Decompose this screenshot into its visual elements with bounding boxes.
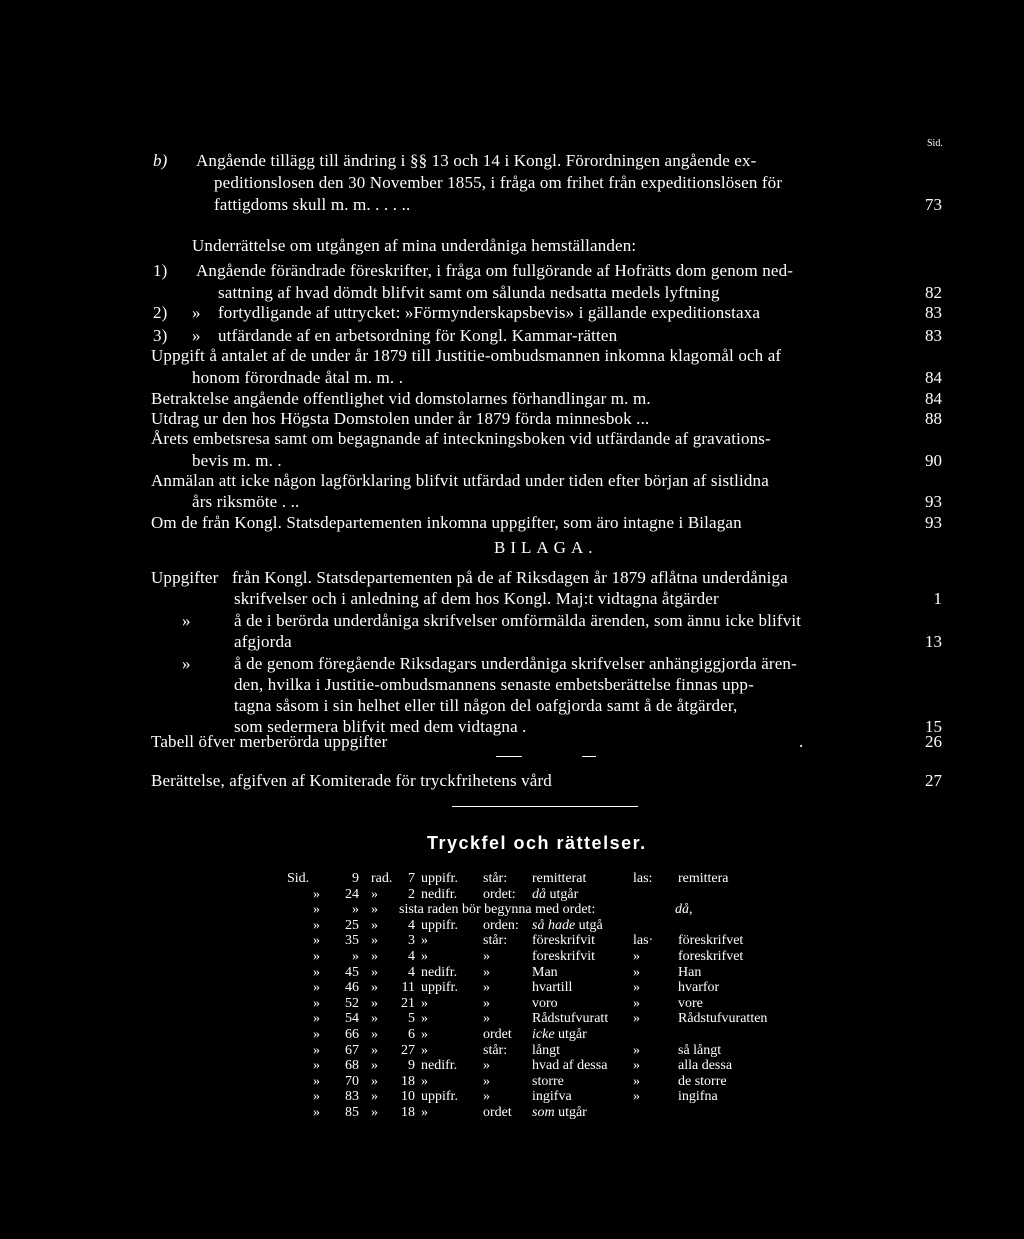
err-right: Han xyxy=(678,964,702,980)
err-page: » xyxy=(352,949,359,964)
err-right: vore xyxy=(678,995,703,1011)
entry-line: Årets embetsresa samt om begagnande af inteckningsboken vid utfärdande af gravations- xyxy=(151,429,771,448)
bilaga-line: tagna såsom i sin helhet eller till någon del oafgjorda samt å de åtgärder, xyxy=(234,696,738,715)
err-verb: ordet xyxy=(483,1027,512,1042)
err-sid: » xyxy=(313,902,320,918)
err-right: så långt xyxy=(678,1042,722,1058)
err-wrong: hvad af dessa xyxy=(532,1058,608,1074)
item-number: 3) xyxy=(153,326,168,345)
err-dir: » xyxy=(421,933,428,949)
err-rad: » xyxy=(371,1027,378,1042)
err-page: 68 xyxy=(345,1058,359,1074)
bilaga-page: 13 xyxy=(925,632,942,651)
berattelse-page: 27 xyxy=(925,771,942,790)
err-wrong: storre xyxy=(532,1073,564,1089)
entry-line: Uppgift å antalet af de under år 1879 till Justitie-ombudsmannen inkomna klagomål och af xyxy=(151,346,782,365)
err-line: 21 xyxy=(401,995,415,1011)
divider-rule xyxy=(452,806,638,807)
err-dir: uppifr. xyxy=(421,1089,458,1105)
err-line: 18 xyxy=(401,1073,415,1089)
bilaga-line: skrifvelser och i anledning af dem hos Kongl. Maj:t vidtagna åtgärder xyxy=(234,589,719,608)
bilaga-lead: » xyxy=(182,611,191,630)
err-verb: står: xyxy=(483,1042,508,1058)
err-page: » xyxy=(352,902,359,918)
sid-label: Sid. xyxy=(927,138,943,149)
entry-line: Om de från Kongl. Statsdepartementen inkomna uppgifter, som äro intagne i Bilagan xyxy=(151,513,742,532)
err-sid: » xyxy=(313,1027,320,1042)
err-verb: » xyxy=(483,1058,490,1074)
err-right: Rådstufvuratten xyxy=(678,1011,768,1027)
item-line: utfärdande af en arbetsordning för Kongl. Kammar-rätten xyxy=(218,326,618,345)
err-rad: rad. xyxy=(371,871,393,886)
entry-page: 93 xyxy=(925,513,942,532)
err-wrong: så hade utgå xyxy=(532,917,603,933)
err-right: föreskrifvet xyxy=(678,933,744,949)
bilaga-title: BILAGA. xyxy=(494,538,598,557)
err-las: las· xyxy=(633,933,654,949)
item-page: 83 xyxy=(925,326,942,345)
item-page: 83 xyxy=(925,303,942,322)
bilaga-line: å de genom föregående Riksdagars underdåniga skrifvelser anhängiggjorda ären- xyxy=(234,654,797,673)
entry-page: 90 xyxy=(925,451,942,470)
err-verb: står: xyxy=(483,871,508,886)
err-dir: sista raden bör begynna med ordet: xyxy=(399,902,596,918)
short-rule xyxy=(496,756,522,757)
entry-page: 93 xyxy=(925,492,942,511)
bilaga-line: från Kongl. Statsdepartementen på de af Riksdagen år 1879 aflåtna underdåniga xyxy=(232,568,788,587)
err-verb: » xyxy=(483,1011,490,1027)
err-right: ingifna xyxy=(678,1089,718,1105)
err-sid: » xyxy=(313,1073,320,1089)
err-sid: » xyxy=(313,949,320,964)
entry-line: Betraktelse angående offentlighet vid domstolarnes förhandlingar m. m. xyxy=(151,389,651,408)
err-wrong: icke utgår xyxy=(532,1027,587,1042)
err-wrong: då utgår xyxy=(532,886,579,902)
ditto-mark: » xyxy=(192,303,201,322)
err-wrong: föreskrifvit xyxy=(532,933,595,949)
err-sid: » xyxy=(313,1042,320,1058)
err-wrong: ingifva xyxy=(532,1089,572,1105)
err-rad: » xyxy=(371,886,378,902)
item-b-label: b) xyxy=(153,151,168,170)
err-verb: » xyxy=(483,1089,490,1105)
err-dir: uppifr. xyxy=(421,917,458,933)
err-sid: » xyxy=(313,1105,320,1120)
bilaga-lead: » xyxy=(182,654,191,673)
err-sid: » xyxy=(313,1011,320,1027)
err-rad: » xyxy=(371,1058,378,1074)
item-page: 82 xyxy=(925,283,942,302)
bilaga-lead: Uppgifter xyxy=(151,568,219,587)
entry-line: Anmälan att icke någon lagförklaring blifvit utfärdad under tiden efter början af sistlidna xyxy=(151,471,769,490)
entry-page: 84 xyxy=(925,368,942,387)
err-las: » xyxy=(633,1042,640,1058)
err-right: remittera xyxy=(678,871,729,886)
err-wrong: foreskrifvit xyxy=(532,949,595,964)
item-b-line-2: peditionslosen den 30 November 1855, i fråga om frihet från expeditionslösen för xyxy=(214,173,783,192)
err-wrong: då, xyxy=(675,902,693,918)
underrattelse-heading: Underrättelse om utgången af mina underdåniga hemställanden: xyxy=(192,236,637,255)
err-dir: nedifr. xyxy=(421,886,458,902)
err-verb: » xyxy=(483,980,490,996)
entry-page: 84 xyxy=(925,389,942,408)
err-las: » xyxy=(633,964,640,980)
err-verb: » xyxy=(483,964,490,980)
tabell-page: 26 xyxy=(925,732,942,751)
err-rad: » xyxy=(371,1073,378,1089)
err-dir: uppifr. xyxy=(421,980,458,996)
tabell-dot: . xyxy=(799,732,804,751)
err-line: 7 xyxy=(408,871,415,886)
item-number: 2) xyxy=(153,303,168,322)
err-verb: » xyxy=(483,949,490,964)
err-verb: » xyxy=(483,995,490,1011)
err-rad: » xyxy=(371,1042,378,1058)
err-page: 67 xyxy=(345,1042,359,1058)
err-las: las: xyxy=(633,871,653,886)
err-sid: » xyxy=(313,980,320,996)
ditto-mark: » xyxy=(192,326,201,345)
err-line: 18 xyxy=(401,1105,415,1120)
err-page: 45 xyxy=(345,964,359,980)
err-las: » xyxy=(633,995,640,1011)
err-dir: » xyxy=(421,1011,428,1027)
berattelse-text: Berättelse, afgifven af Komiterade för tryckfrihetens vård xyxy=(151,771,552,790)
err-las: » xyxy=(633,1089,640,1105)
entry-page: 88 xyxy=(925,409,942,428)
err-page: 70 xyxy=(345,1073,359,1089)
err-line: 4 xyxy=(408,917,415,933)
errata-title: Tryckfel och rättelser. xyxy=(427,833,647,853)
item-b-page: 73 xyxy=(925,195,942,214)
err-sid: » xyxy=(313,995,320,1011)
err-dir: nedifr. xyxy=(421,964,458,980)
err-page: 46 xyxy=(345,980,359,996)
err-rad: » xyxy=(371,933,378,949)
err-rad: » xyxy=(371,995,378,1011)
err-verb: står: xyxy=(483,933,508,949)
err-line: 9 xyxy=(408,1058,415,1074)
err-las: » xyxy=(633,949,640,964)
item-b-line-1: Angående tillägg till ändring i §§ 13 och 14 i Kongl. Förordningen angående ex- xyxy=(196,151,757,170)
err-sid: » xyxy=(313,964,320,980)
err-page: 9 xyxy=(352,871,359,886)
bilaga-line: den, hvilka i Justitie-ombudsmannens senaste embetsberättelse finnas upp- xyxy=(234,675,754,694)
err-dir: nedifr. xyxy=(421,1058,458,1074)
err-sid: » xyxy=(313,1089,320,1105)
entry-line: års riksmöte . .. xyxy=(192,492,300,511)
err-las: » xyxy=(633,980,640,996)
bilaga-page: 15 xyxy=(925,717,942,736)
err-sid: » xyxy=(313,886,320,902)
item-b-line-3: fattigdoms skull m. m. . . . .. xyxy=(214,195,411,214)
err-page: 52 xyxy=(345,995,359,1011)
err-page: 25 xyxy=(345,917,359,933)
err-dir: » xyxy=(421,1042,428,1058)
item-line: sattning af hvad dömdt blifvit samt om sålunda nedsatta medels lyftning xyxy=(218,283,720,302)
err-las: » xyxy=(633,1058,640,1074)
err-page: 24 xyxy=(345,886,359,902)
err-sid: » xyxy=(313,917,320,933)
err-verb: ordet xyxy=(483,1105,512,1120)
err-wrong: Man xyxy=(532,964,558,980)
item-line: Angående förändrade föreskrifter, i fråga om fullgörande af Hofrätts dom genom ned- xyxy=(196,261,794,280)
err-rad: » xyxy=(371,1089,378,1105)
err-line: 2 xyxy=(408,886,415,902)
err-las: » xyxy=(633,1073,640,1089)
err-verb: » xyxy=(483,1073,490,1089)
err-line: 3 xyxy=(408,933,415,949)
bilaga-line: som sedermera blifvit med dem vidtagna . xyxy=(234,717,527,736)
err-right: foreskrifvet xyxy=(678,949,744,964)
err-right: hvarfor xyxy=(678,980,720,996)
err-sid: » xyxy=(313,1058,320,1074)
err-sid: » xyxy=(313,933,320,949)
err-rad: » xyxy=(371,1011,378,1027)
err-line: 5 xyxy=(408,1011,415,1027)
err-verb: orden: xyxy=(483,917,519,933)
short-rule xyxy=(582,756,596,757)
err-page: 66 xyxy=(345,1027,359,1042)
err-dir: » xyxy=(421,949,428,964)
err-rad: » xyxy=(371,1105,378,1120)
err-rad: » xyxy=(371,980,378,996)
err-line: 27 xyxy=(401,1042,415,1058)
item-number: 1) xyxy=(153,261,168,280)
err-rad: » xyxy=(371,949,378,964)
err-rad: » xyxy=(371,902,378,918)
err-dir: » xyxy=(421,1027,428,1042)
err-page: 54 xyxy=(345,1011,359,1027)
err-wrong: hvartill xyxy=(532,980,573,996)
err-right: alla dessa xyxy=(678,1058,733,1074)
entry-line: Utdrag ur den hos Högsta Domstolen under år 1879 förda minnesbok ... xyxy=(151,409,650,428)
err-line: 4 xyxy=(408,949,415,964)
err-rad: » xyxy=(371,964,378,980)
err-verb: ordet: xyxy=(483,886,516,902)
err-page: 83 xyxy=(345,1089,359,1105)
err-dir: » xyxy=(421,1073,428,1089)
err-line: 11 xyxy=(401,980,415,996)
entry-line: honom förordnade åtal m. m. . xyxy=(192,368,404,387)
err-right: de storre xyxy=(678,1073,727,1089)
err-dir: » xyxy=(421,1105,428,1120)
tabell-text: Tabell öfver merberörda uppgifter xyxy=(151,732,388,751)
err-page: 35 xyxy=(345,933,359,949)
item-line: fortydligande af uttrycket: »Förmynderskapsbevis» i gällande expeditionstaxa xyxy=(218,303,761,322)
err-dir: » xyxy=(421,995,428,1011)
err-wrong: Rådstufvuratt xyxy=(532,1011,609,1027)
err-wrong: som utgår xyxy=(532,1105,587,1120)
err-line: 4 xyxy=(408,964,415,980)
err-line: 10 xyxy=(401,1089,415,1105)
entry-line: bevis m. m. . xyxy=(192,451,282,470)
err-dir: uppifr. xyxy=(421,871,458,886)
err-page: 85 xyxy=(345,1105,359,1120)
err-sid: Sid. xyxy=(287,871,310,886)
err-wrong: långt xyxy=(532,1042,560,1058)
err-wrong: remitterat xyxy=(532,871,587,886)
bilaga-line: å de i berörda underdåniga skrifvelser omförmälda ärenden, som ännu icke blifvit xyxy=(234,611,802,630)
err-las: » xyxy=(633,1011,640,1027)
err-line: 6 xyxy=(408,1027,415,1042)
bilaga-line: afgjorda xyxy=(234,632,292,651)
err-rad: » xyxy=(371,917,378,933)
err-wrong: voro xyxy=(532,995,558,1011)
bilaga-page: 1 xyxy=(933,589,942,608)
